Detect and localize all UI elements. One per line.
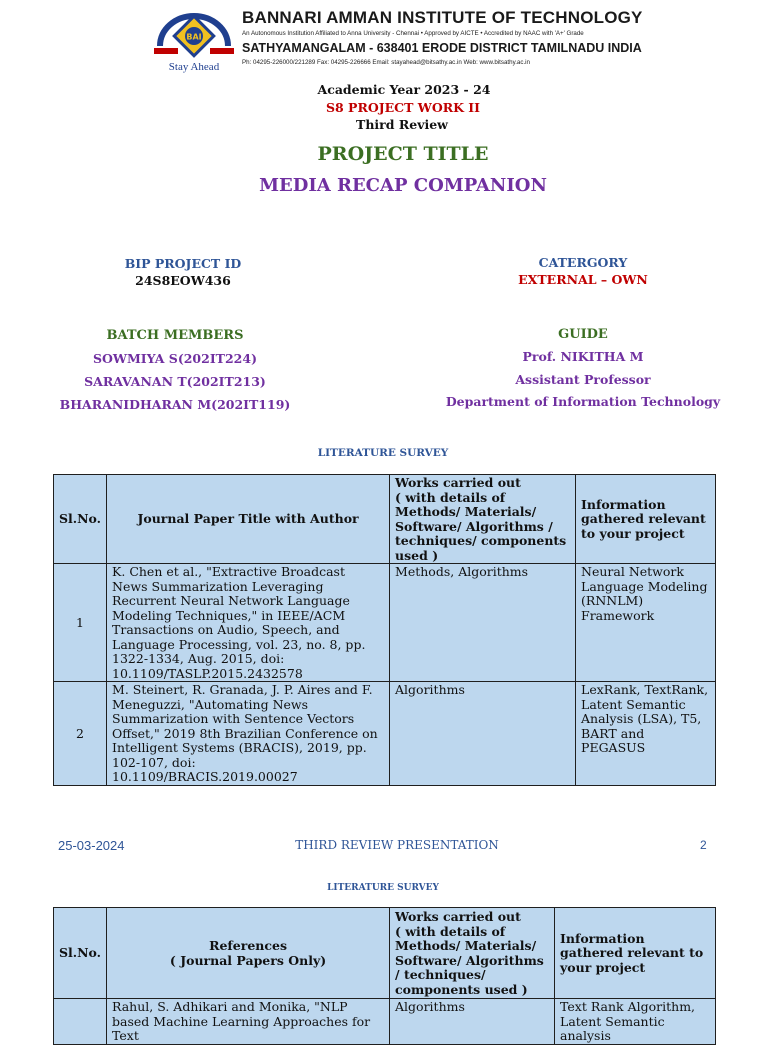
batch-member: BHARANIDHARAN M(202IT119) (59, 397, 291, 412)
footer-date: 25-03-2024 (58, 838, 125, 853)
academic-year: Academic Year 2023 - 24 (317, 82, 491, 97)
table-header-row (54, 475, 716, 564)
row-slno: 1 (54, 564, 107, 682)
guide-designation: Assistant Professor (515, 372, 651, 387)
table-header-row (54, 908, 716, 999)
header-info: Information gathered relevant to your project (576, 475, 716, 564)
batch-member: SARAVANAN T(202IT213) (84, 374, 266, 389)
literature-survey-heading: LITERATURE SURVEY (317, 447, 449, 459)
project-title: MEDIA RECAP COMPANION (259, 175, 547, 196)
institution-accreditation: An Autonomous Institution Affiliated to Anna University - Chennai • Approved by AICTE • Accredited by NAAC with 'A+' Grade (242, 30, 584, 37)
footer-title: THIRD REVIEW PRESENTATION (295, 838, 499, 852)
category-label: CATERGORY (538, 255, 628, 270)
bip-id-value: 24S8EOW436 (135, 273, 231, 288)
header-slno: Sl.No. (54, 908, 107, 999)
header-works: Works carried out ( with details of Methods/ Materials/ Software/ Algorithms / techniques/ components used ) (390, 908, 555, 999)
tagline: Stay Ahead (168, 61, 220, 73)
row-slno (54, 999, 107, 1045)
row-works: Algorithms (390, 999, 555, 1045)
course-name: S8 PROJECT WORK II (325, 100, 481, 115)
category-value: EXTERNAL – OWN (518, 272, 648, 287)
institution-contact: Ph: 04295-226000/221289 Fax: 04295-226666 Email: stayahead@bitsathy.ac.in Web: www.bitsathy.ac.in (242, 59, 530, 66)
logo-letters: BAI (186, 32, 202, 42)
literature-survey-heading: LITERATURE SURVEY (327, 883, 439, 893)
bip-id-label: BIP PROJECT ID (124, 256, 242, 271)
table-row (54, 564, 716, 682)
batch-member: SOWMIYA S(202IT224) (92, 351, 257, 366)
row-paper: K. Chen et al., "Extractive Broadcast News Summarization Leveraging Recurrent Neural Network Language Modeling Techniques," in IEEE/ACM Transactions on Audio, Speech, and Language Processing, vol. 23, no. 8, pp. 1322-1334, Aug. 2015, doi: 10.1109/TASLP.2015.2432578 (107, 564, 390, 682)
row-works: Algorithms (390, 682, 576, 786)
row-paper: Rahul, S. Adhikari and Monika, "NLP based Machine Learning Approaches for Text (107, 999, 390, 1045)
header-references: References ( Journal Papers Only) (107, 908, 390, 999)
table-row (54, 999, 716, 1045)
header-slno: Sl.No. (54, 475, 107, 564)
row-works: Methods, Algorithms (390, 564, 576, 682)
footer-page-number: 2 (700, 838, 707, 852)
institution-location: SATHYAMANGALAM - 638401 ERODE DISTRICT TAMILNADU INDIA (242, 41, 642, 55)
header-info: Information gathered relevant to your project (555, 908, 716, 999)
guide-name: Prof. NIKITHA M (522, 349, 644, 364)
row-info: Text Rank Algorithm, Latent Semantic analysis (555, 999, 716, 1045)
header-works: Works carried out ( with details of Methods/ Materials/ Software/ Algorithms / techniques/ components used ) (390, 475, 576, 564)
guide-department: Department of Information Technology (445, 394, 721, 409)
table-row (54, 682, 716, 786)
batch-members-label: BATCH MEMBERS (106, 328, 244, 343)
row-info: LexRank, TextRank, Latent Semantic Analysis (LSA), T5, BART and PEGASUS (576, 682, 716, 786)
project-title-label: PROJECT TITLE (317, 143, 489, 165)
review-name: Third Review (356, 117, 448, 132)
guide-label: GUIDE (558, 327, 608, 342)
row-info: Neural Network Language Modeling (RNNLM) Framework (576, 564, 716, 682)
row-slno: 2 (54, 682, 107, 786)
institution-name: BANNARI AMMAN INSTITUTE OF TECHNOLOGY (242, 8, 643, 27)
row-paper: M. Steinert, R. Granada, J. P. Aires and F. Meneguzzi, "Automating News Summarization with Sentence Vectors Offset," 2019 8th Brazilian Conference on Intelligent Systems (BRACIS), 2019, pp. 102-107, doi: 10.1109/BRACIS.2019.00027 (107, 682, 390, 786)
literature-survey-table (53, 474, 716, 786)
header-paper-title: Journal Paper Title with Author (107, 475, 390, 564)
